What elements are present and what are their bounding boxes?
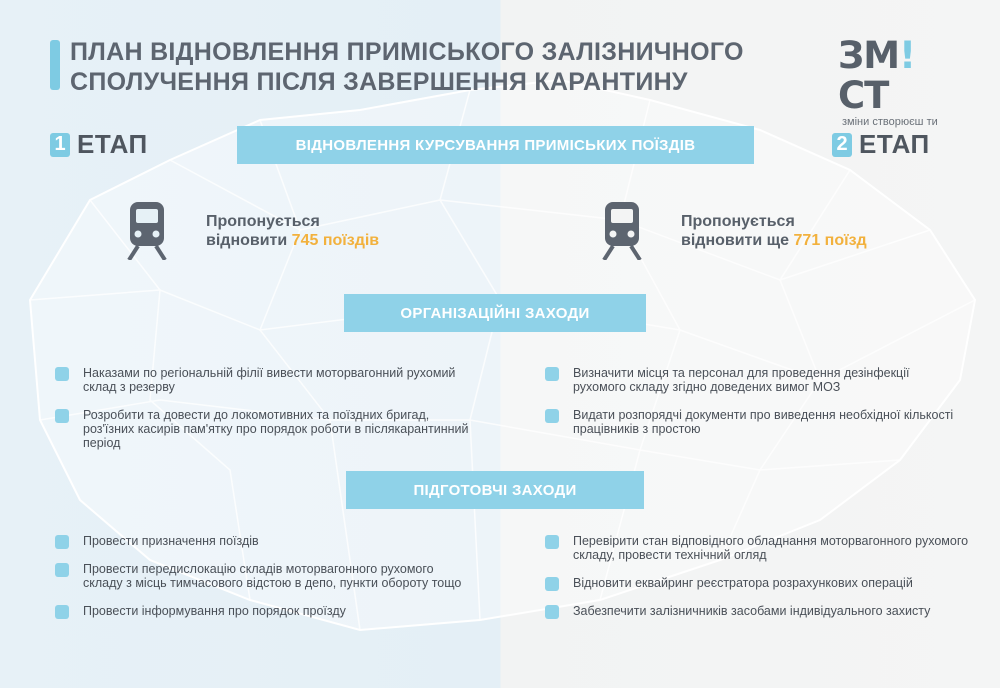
proposal-line1: Пропонується: [206, 213, 320, 230]
preparatory-list-right: [545, 534, 975, 632]
banner-preparatory: ПІДГОТОВЧІ ЗАХОДИ: [346, 471, 644, 509]
list-item: Перевірити стан відповідного обладнання моторвагонного рухомого складу, провести технічний огляд: [545, 534, 975, 562]
logo-wordmark: ЗМ!СТ: [838, 34, 915, 117]
logo: [838, 36, 948, 128]
bullet-marker: [55, 563, 69, 577]
list-item: Провести передислокацію складів моторвагонного рухомого складу з місць тимчасового відстою в депо, пункти обороту тощо: [55, 562, 475, 590]
list-item: Визначити місця та персонал для проведення дезінфекції рухомого складу згідно доведених вимог МОЗ: [545, 366, 965, 394]
stage-2-number: 2: [832, 133, 852, 157]
preparatory-list-left: [55, 534, 475, 632]
list-item: Відновити еквайринг реєстратора розрахункових операцій: [545, 576, 975, 590]
list-item: Провести інформування про порядок проїзду: [55, 604, 475, 618]
banner-organizational: ОРГАНІЗАЦІЙНІ ЗАХОДИ: [344, 294, 646, 332]
bullet-marker: [545, 577, 559, 591]
bullet-marker: [545, 535, 559, 549]
banner-restore: ВІДНОВЛЕННЯ КУРСУВАННЯ ПРИМІСЬКИХ ПОЇЗДІВ: [237, 126, 754, 164]
list-item: Видати розпорядчі документи про виведення необхідної кількості працівників з простою: [545, 408, 965, 436]
stage-2: [832, 129, 930, 160]
train-icon: [125, 200, 169, 260]
organizational-list-right: [545, 366, 965, 450]
stage-1-number: 1: [50, 133, 70, 157]
stage-2-label: ЕТАП: [859, 129, 930, 159]
train-count: 771 поїзд: [793, 232, 867, 249]
stage-1-label: ЕТАП: [77, 129, 148, 159]
page-title: ПЛАН ВІДНОВЛЕННЯ ПРИМІСЬКОГО ЗАЛІЗНИЧНОГО СПОЛУЧЕННЯ ПІСЛЯ ЗАВЕРШЕННЯ КАРАНТИНУ: [70, 38, 744, 96]
stage-1: [50, 129, 148, 160]
logo-tagline: зміни створюєш ти: [842, 116, 938, 128]
proposal-line2: відновити ще 771 поїзд: [681, 232, 867, 249]
proposal-stage-2: [681, 212, 867, 250]
title-accent-bar: [50, 40, 60, 90]
list-item: Забезпечити залізничників засобами індивідуального захисту: [545, 604, 975, 618]
train-count: 745 поїздів: [291, 232, 380, 249]
bullet-marker: [545, 409, 559, 423]
bullet-marker: [545, 367, 559, 381]
proposal-line1: Пропонується: [681, 213, 795, 230]
proposal-stage-1: [206, 212, 379, 250]
proposal-line2: відновити 745 поїздів: [206, 232, 380, 249]
bullet-marker: [55, 367, 69, 381]
list-item: Провести призначення поїздів: [55, 534, 475, 548]
bullet-marker: [55, 535, 69, 549]
bullet-marker: [55, 409, 69, 423]
bullet-marker: [545, 605, 559, 619]
list-item: Розробити та довести до локомотивних та поїздних бригад, роз'їзних касирів пам'ятку про порядок роботи в післякарантинний період: [55, 408, 475, 450]
organizational-list-left: [55, 366, 475, 464]
bullet-marker: [55, 605, 69, 619]
train-icon: [600, 200, 644, 260]
list-item: Наказами по регіональній філії вивести моторвагонний рухомий склад з резерву: [55, 366, 475, 394]
